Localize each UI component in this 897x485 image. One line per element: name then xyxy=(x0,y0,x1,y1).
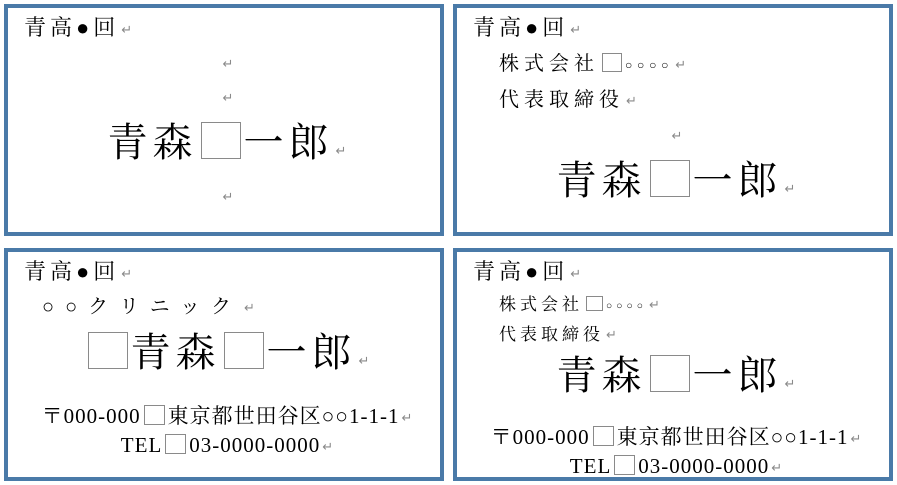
tel-line[interactable] xyxy=(473,453,879,481)
fullwidth-space-mark xyxy=(593,426,614,445)
fullwidth-space-mark xyxy=(586,296,603,312)
return-mark-icon: ↵ xyxy=(222,91,234,106)
return-mark-icon: ↵ xyxy=(648,298,660,313)
text-run: ○○クリニック xyxy=(42,296,242,318)
business-card-bottom-left xyxy=(4,248,444,481)
reunion-header[interactable] xyxy=(24,256,430,291)
return-mark-icon: ↵ xyxy=(675,58,687,73)
return-mark-icon: ↵ xyxy=(606,327,617,343)
return-mark-icon: ↵ xyxy=(784,182,796,197)
business-card-top-left xyxy=(4,4,444,236)
text-run: 株式会社 xyxy=(499,295,583,314)
text-run: 株式会社 xyxy=(499,53,599,75)
return-mark-icon: ↵ xyxy=(243,301,255,316)
text-run: 青森 xyxy=(107,120,198,165)
address-line[interactable] xyxy=(473,424,879,453)
reunion-header[interactable] xyxy=(473,256,879,291)
title-line[interactable] xyxy=(473,83,879,119)
text-run: 東京都世田谷区○○1-1-1 xyxy=(616,424,849,449)
empty-line[interactable] xyxy=(24,81,430,115)
return-mark-icon: ↵ xyxy=(401,411,413,426)
return-mark-icon: ↵ xyxy=(771,460,783,476)
company-line[interactable] xyxy=(473,47,879,83)
text-run: 青森 xyxy=(130,330,221,375)
text-run: 青高●回 xyxy=(24,259,120,284)
fullwidth-space-mark xyxy=(144,405,165,424)
fullwidth-space-mark xyxy=(650,160,690,197)
text-run: 青森 xyxy=(556,352,647,398)
fullwidth-space-mark xyxy=(88,332,128,369)
return-mark-icon: ↵ xyxy=(222,57,234,72)
text-run: 東京都世田谷区○○1-1-1 xyxy=(167,404,400,428)
address-line[interactable] xyxy=(24,403,430,432)
person-name[interactable] xyxy=(24,325,430,390)
return-mark-icon: ↵ xyxy=(222,190,234,205)
reunion-header[interactable] xyxy=(24,12,430,47)
text-run: 一郎 xyxy=(692,352,783,398)
return-mark-icon: ↵ xyxy=(335,144,347,159)
fullwidth-space-mark xyxy=(602,53,622,71)
return-mark-icon: ↵ xyxy=(322,440,334,455)
text-run: 一郎 xyxy=(243,120,334,165)
return-mark-icon: ↵ xyxy=(570,23,582,38)
placeholder-circles-text: ○○○○ xyxy=(606,300,647,312)
fullwidth-space-mark xyxy=(165,434,186,453)
fullwidth-space-mark xyxy=(224,332,264,369)
empty-line[interactable] xyxy=(24,180,430,214)
return-mark-icon: ↵ xyxy=(784,376,796,392)
text-run: TEL xyxy=(120,433,163,457)
text-run: 一郎 xyxy=(692,158,783,203)
text-run: 〒000-000 xyxy=(41,404,141,428)
business-card-top-right xyxy=(453,4,893,236)
person-name[interactable] xyxy=(24,115,430,180)
reunion-header[interactable] xyxy=(473,12,879,47)
tel-line[interactable] xyxy=(24,432,430,461)
return-mark-icon: ↵ xyxy=(121,23,133,38)
text-run: 03-0000-0000 xyxy=(638,453,770,478)
text-run: 〒000-000 xyxy=(490,424,590,449)
person-name[interactable] xyxy=(473,350,879,411)
business-card-bottom-right xyxy=(453,248,893,481)
return-mark-icon: ↵ xyxy=(121,267,133,282)
empty-line[interactable] xyxy=(473,119,879,153)
text-run: 03-0000-0000 xyxy=(189,433,321,457)
person-name[interactable] xyxy=(473,153,879,218)
text-run: 青高●回 xyxy=(473,259,569,284)
fullwidth-space-mark xyxy=(650,355,690,392)
fullwidth-space-mark xyxy=(201,122,241,159)
placeholder-circles-text: ○○○○ xyxy=(625,57,674,72)
text-run: 代表取締役 xyxy=(499,89,624,111)
text-run: 青高●回 xyxy=(24,15,120,40)
title-line[interactable] xyxy=(473,321,879,350)
return-mark-icon: ↵ xyxy=(358,354,370,369)
clinic-line[interactable] xyxy=(24,291,430,325)
text-run: 青森 xyxy=(556,158,647,203)
text-run: 代表取締役 xyxy=(499,324,604,344)
text-run: 青高●回 xyxy=(473,15,569,40)
text-run: 一郎 xyxy=(266,330,357,375)
return-mark-icon: ↵ xyxy=(850,431,862,447)
return-mark-icon: ↵ xyxy=(671,129,683,144)
return-mark-icon: ↵ xyxy=(570,267,582,282)
company-line[interactable] xyxy=(473,291,879,321)
fullwidth-space-mark xyxy=(614,455,635,474)
text-run: TEL xyxy=(569,453,612,478)
empty-line[interactable] xyxy=(24,47,430,81)
return-mark-icon: ↵ xyxy=(626,94,637,109)
